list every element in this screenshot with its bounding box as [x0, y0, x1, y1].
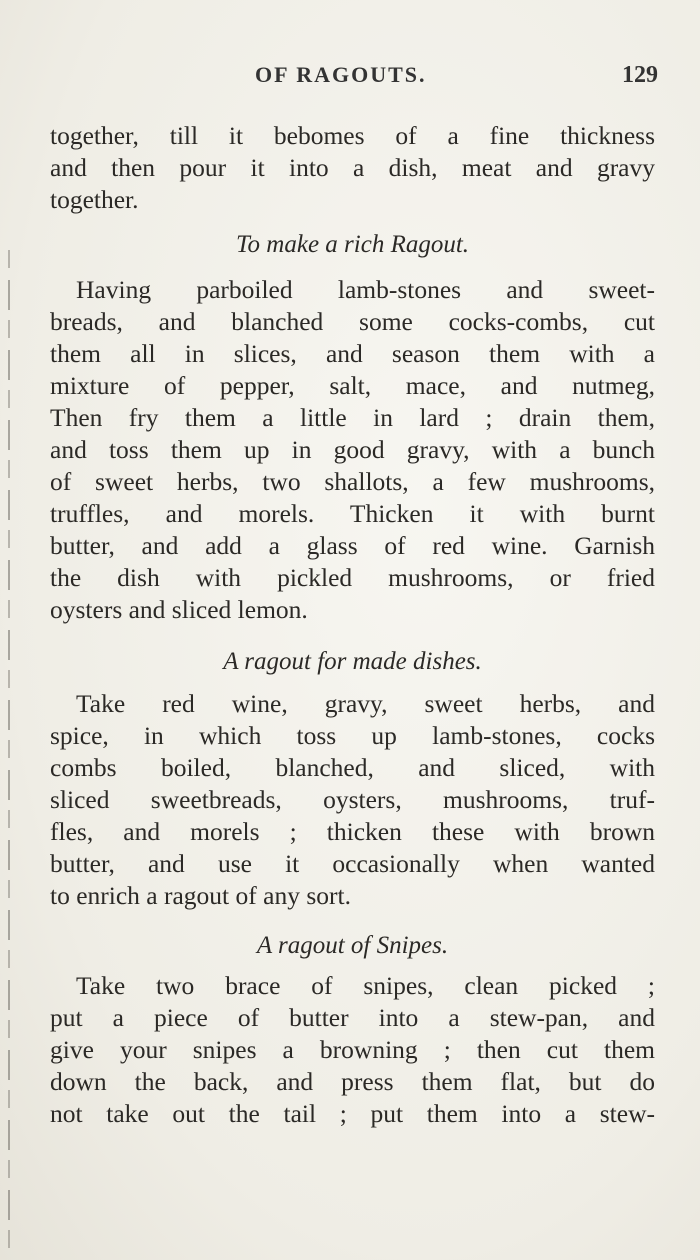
text-line: fles, and morels ; thicken these with brown: [50, 817, 655, 846]
page-number: 129: [622, 62, 658, 88]
continuation-paragraph: [50, 120, 655, 216]
text-line: give your snipes a browning ; then cut them: [50, 1035, 655, 1064]
text-line: Take two brace of snipes, clean picked ;: [76, 971, 655, 1000]
section-body-made-dishes: [50, 688, 655, 912]
text-line: of sweet herbs, two shallots, a few mushrooms,: [50, 467, 655, 496]
text-line: them all in slices, and season them with a: [50, 339, 655, 368]
text-line: not take out the tail ; put them into a stew-: [50, 1099, 655, 1128]
text-line: oysters and sliced lemon.: [50, 595, 308, 624]
section-body-rich-ragout: [50, 274, 655, 626]
text-line: to enrich a ragout of any sort.: [50, 881, 351, 910]
text-line: combs boiled, blanched, and sliced, with: [50, 753, 655, 782]
text-line: Then fry them a little in lard ; drain them,: [50, 403, 655, 432]
text-line: and toss them up in good gravy, with a bunch: [50, 435, 655, 464]
binding-gutter: [8, 250, 10, 1250]
text-line: sliced sweetbreads, oysters, mushrooms, truf-: [50, 785, 655, 814]
section-body-snipes: [50, 970, 655, 1130]
text-line: together.: [50, 185, 139, 214]
text-line: put a piece of butter into a stew-pan, and: [50, 1003, 655, 1032]
text-line: together, till it bebomes of a fine thickness: [50, 121, 655, 150]
text-line: breads, and blanched some cocks-combs, cut: [50, 307, 655, 336]
section-heading-rich-ragout: To make a rich Ragout.: [235, 231, 470, 258]
text-line: down the back, and press them flat, but do: [50, 1067, 655, 1096]
text-line: and then pour it into a dish, meat and gravy: [50, 153, 655, 182]
page-header: [50, 62, 660, 102]
text-line: the dish with pickled mushrooms, or fried: [50, 563, 655, 592]
section-heading-snipes: A ragout of Snipes.: [256, 932, 449, 959]
text-line: truffles, and morels. Thicken it with burnt: [50, 499, 655, 528]
text-line: butter, and use it occasionally when wanted: [50, 849, 655, 878]
text-line: Having parboiled lamb-stones and sweet-: [76, 275, 655, 304]
text-line: Take red wine, gravy, sweet herbs, and: [76, 689, 655, 718]
section-heading-made-dishes: A ragout for made dishes.: [223, 648, 482, 675]
text-line: butter, and add a glass of red wine. Garnish: [50, 531, 655, 560]
running-head: OF RAGOUTS.: [255, 62, 427, 87]
text-line: spice, in which toss up lamb-stones, cocks: [50, 721, 655, 750]
text-line: mixture of pepper, salt, mace, and nutmeg,: [50, 371, 655, 400]
